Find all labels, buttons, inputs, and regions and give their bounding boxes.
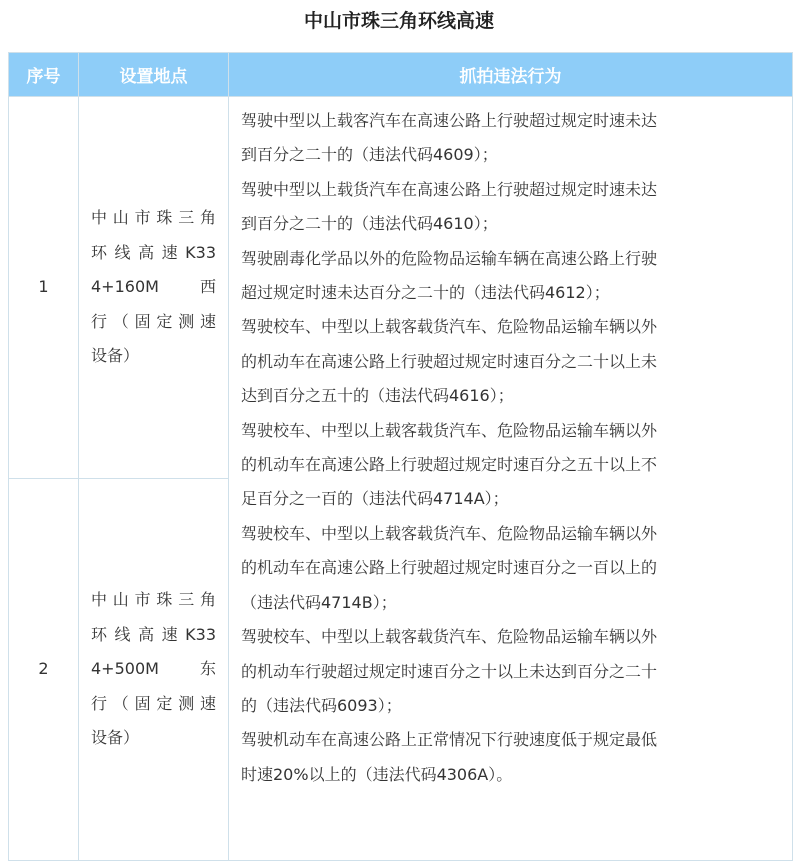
header-no: 序号 xyxy=(9,53,79,97)
violation-line: 驾驶中型以上载货汽车在高速公路上行驶超过规定时速未达 xyxy=(241,179,658,199)
violation-line: （违法代码4714B）； xyxy=(241,592,397,612)
location-line: 4+500M 东 xyxy=(91,659,216,679)
violation-line: 的机动车在高速公路上行驶超过规定时速百分之二十以上未 xyxy=(241,351,658,371)
location-cell xyxy=(79,479,229,861)
violation-item xyxy=(241,620,782,723)
violation-line: 超过规定时速未达百分之二十的（违法代码4612）； xyxy=(241,283,610,303)
violation-line: 驾驶中型以上载客汽车在高速公路上行驶超过规定时速未达 xyxy=(241,111,658,130)
violation-line: 足百分之一百的（违法代码4714A）； xyxy=(241,489,509,509)
location-line: 行（固定测速 xyxy=(91,693,216,713)
violation-line: 驾驶校车、中型以上载客载货汽车、危险物品运输车辆以外 xyxy=(241,420,658,440)
violation-item xyxy=(241,242,782,311)
violation-line: 驾驶剧毒化学品以外的危险物品运输车辆在高速公路上行驶 xyxy=(241,248,658,268)
violation-line: 驾驶机动车在高速公路上正常情况下行驶速度低于规定最低 xyxy=(241,730,658,750)
location-line: 4+160M 西 xyxy=(91,277,216,297)
violation-item xyxy=(241,173,782,242)
page-title: 中山市珠三角环线高速 xyxy=(303,10,494,32)
violation-line: 达到百分之五十的（违法代码4616）； xyxy=(241,386,514,406)
location-line: 环线高速K33 xyxy=(91,624,216,644)
violation-line: 到百分之二十的（违法代码4609）； xyxy=(241,145,498,165)
location-line: 行（固定测速 xyxy=(91,311,216,331)
location-line: 中山市珠三角 xyxy=(91,208,216,228)
location-cell xyxy=(79,97,229,479)
violation-line: 的（违法代码6093）； xyxy=(241,695,402,715)
violation-line: 驾驶校车、中型以上载客载货汽车、危险物品运输车辆以外 xyxy=(241,523,658,543)
violation-line: 的机动车行驶超过规定时速百分之十以上未达到百分之二十 xyxy=(241,661,658,681)
location-line: 设备） xyxy=(91,346,140,366)
violation-item xyxy=(241,310,782,413)
header-violations: 抓拍违法行为 xyxy=(229,53,793,97)
violations-cell xyxy=(229,97,793,861)
header-location: 设置地点 xyxy=(79,53,229,97)
violation-line: 驾驶校车、中型以上载客载货汽车、危险物品运输车辆以外 xyxy=(241,627,658,647)
violation-line: 时速20%以上的（违法代码4306A）。 xyxy=(241,764,513,784)
location-line: 环线高速K33 xyxy=(91,242,216,262)
violation-line: 驾驶校车、中型以上载客载货汽车、危险物品运输车辆以外 xyxy=(241,317,658,337)
violation-line: 的机动车在高速公路上行驶超过规定时速百分之五十以上不 xyxy=(241,455,658,475)
violation-item xyxy=(241,517,782,620)
violation-line: 到百分之二十的（违法代码4610）； xyxy=(241,214,498,234)
violation-item xyxy=(241,104,782,173)
location-line: 设备） xyxy=(91,728,140,748)
violation-item xyxy=(241,414,782,517)
location-line: 中山市珠三角 xyxy=(91,590,216,610)
row-number: 2 xyxy=(9,479,79,861)
violation-line: 的机动车在高速公路上行驶超过规定时速百分之一百以上的 xyxy=(241,558,658,578)
violation-table xyxy=(8,52,793,861)
violation-item xyxy=(241,723,782,792)
row-number: 1 xyxy=(9,97,79,479)
table-row xyxy=(9,97,793,479)
